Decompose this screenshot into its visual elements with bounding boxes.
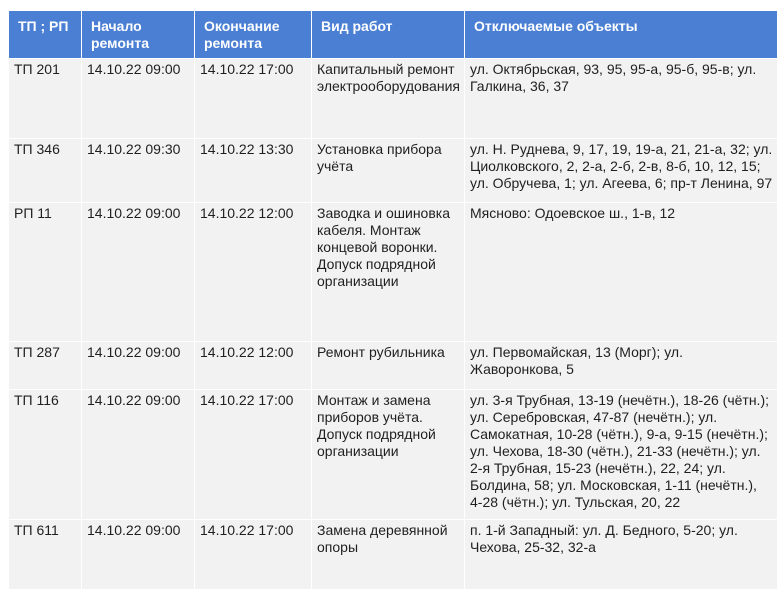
cell-work: Капитальный ремонт электрооборудования	[312, 59, 465, 139]
cell-tp: ТП 287	[9, 342, 82, 390]
cell-tp: ТП 116	[9, 390, 82, 520]
cell-objects: ул. 3-я Трубная, 13-19 (нечётн.), 18-26 (чётн.); ул. Серебровская, 47-87 (нечётн.); ул. Самокатная, 10-28 (чётн.), 9-а, 9-15 (нечётн.); ул. Чехова, 18-30 (чётн.), 21-33 (нечётн.); ул. 2-я Трубная, 15-23 (нечётн.), 22, 24; ул. Болдина, 58; ул. Московская, 1-11 (нечётн.), 4-28 (чётн.); ул. Тульская, 20, 22	[465, 390, 777, 520]
table-header-row	[9, 11, 777, 59]
cell-start: 14.10.22 09:00	[82, 203, 195, 342]
cell-end: 14.10.22 17:00	[195, 390, 312, 520]
cell-objects: Мясново: Одоевское ш., 1-в, 12	[465, 203, 777, 342]
cell-objects: ул. Н. Руднева, 9, 17, 19, 19-а, 21, 21-а, 32; ул. Циолковского, 2, 2-а, 2-б, 2-в, 8-б, 10, 12, 15; ул. Обручева, 1; ул. Агеева, 6; пр-т Ленина, 97	[465, 139, 777, 203]
cell-end: 14.10.22 17:00	[195, 520, 312, 590]
cell-end: 14.10.22 12:00	[195, 342, 312, 390]
cell-start: 14.10.22 09:00	[82, 59, 195, 139]
header-tp: ТП ; РП	[9, 11, 82, 59]
table-row	[9, 342, 777, 390]
cell-start: 14.10.22 09:30	[82, 139, 195, 203]
cell-tp: ТП 611	[9, 520, 82, 590]
cell-work: Монтаж и замена приборов учёта. Допуск подрядной организации	[312, 390, 465, 520]
header-objects: Отключаемые объекты	[465, 11, 777, 59]
cell-end: 14.10.22 17:00	[195, 59, 312, 139]
table-row	[9, 390, 777, 520]
cell-objects: п. 1-й Западный: ул. Д. Бедного, 5-20; ул. Чехова, 25-32, 32-а	[465, 520, 777, 590]
cell-work: Заводка и ошиновка кабеля. Монтаж концевой воронки. Допуск подрядной организации	[312, 203, 465, 342]
cell-start: 14.10.22 09:00	[82, 390, 195, 520]
table-row	[9, 139, 777, 203]
cell-start: 14.10.22 09:00	[82, 520, 195, 590]
cell-work: Замена деревянной опоры	[312, 520, 465, 590]
cell-end: 14.10.22 13:30	[195, 139, 312, 203]
table-row	[9, 520, 777, 590]
cell-start: 14.10.22 09:00	[82, 342, 195, 390]
cell-tp: РП 11	[9, 203, 82, 342]
cell-objects: ул. Первомайская, 13 (Морг); ул. Жаворонкова, 5	[465, 342, 777, 390]
header-start: Начало ремонта	[82, 11, 195, 59]
header-end: Окончание ремонта	[195, 11, 312, 59]
cell-work: Ремонт рубильника	[312, 342, 465, 390]
cell-tp: ТП 346	[9, 139, 82, 203]
table-row	[9, 59, 777, 139]
outage-schedule	[8, 10, 777, 590]
header-work: Вид работ	[312, 11, 465, 59]
cell-objects: ул. Октябрьская, 93, 95, 95-а, 95-б, 95-в; ул. Галкина, 36, 37	[465, 59, 777, 139]
cell-end: 14.10.22 12:00	[195, 203, 312, 342]
cell-tp: ТП 201	[9, 59, 82, 139]
cell-work: Установка прибора учёта	[312, 139, 465, 203]
outage-table	[8, 10, 777, 590]
table-row	[9, 203, 777, 342]
